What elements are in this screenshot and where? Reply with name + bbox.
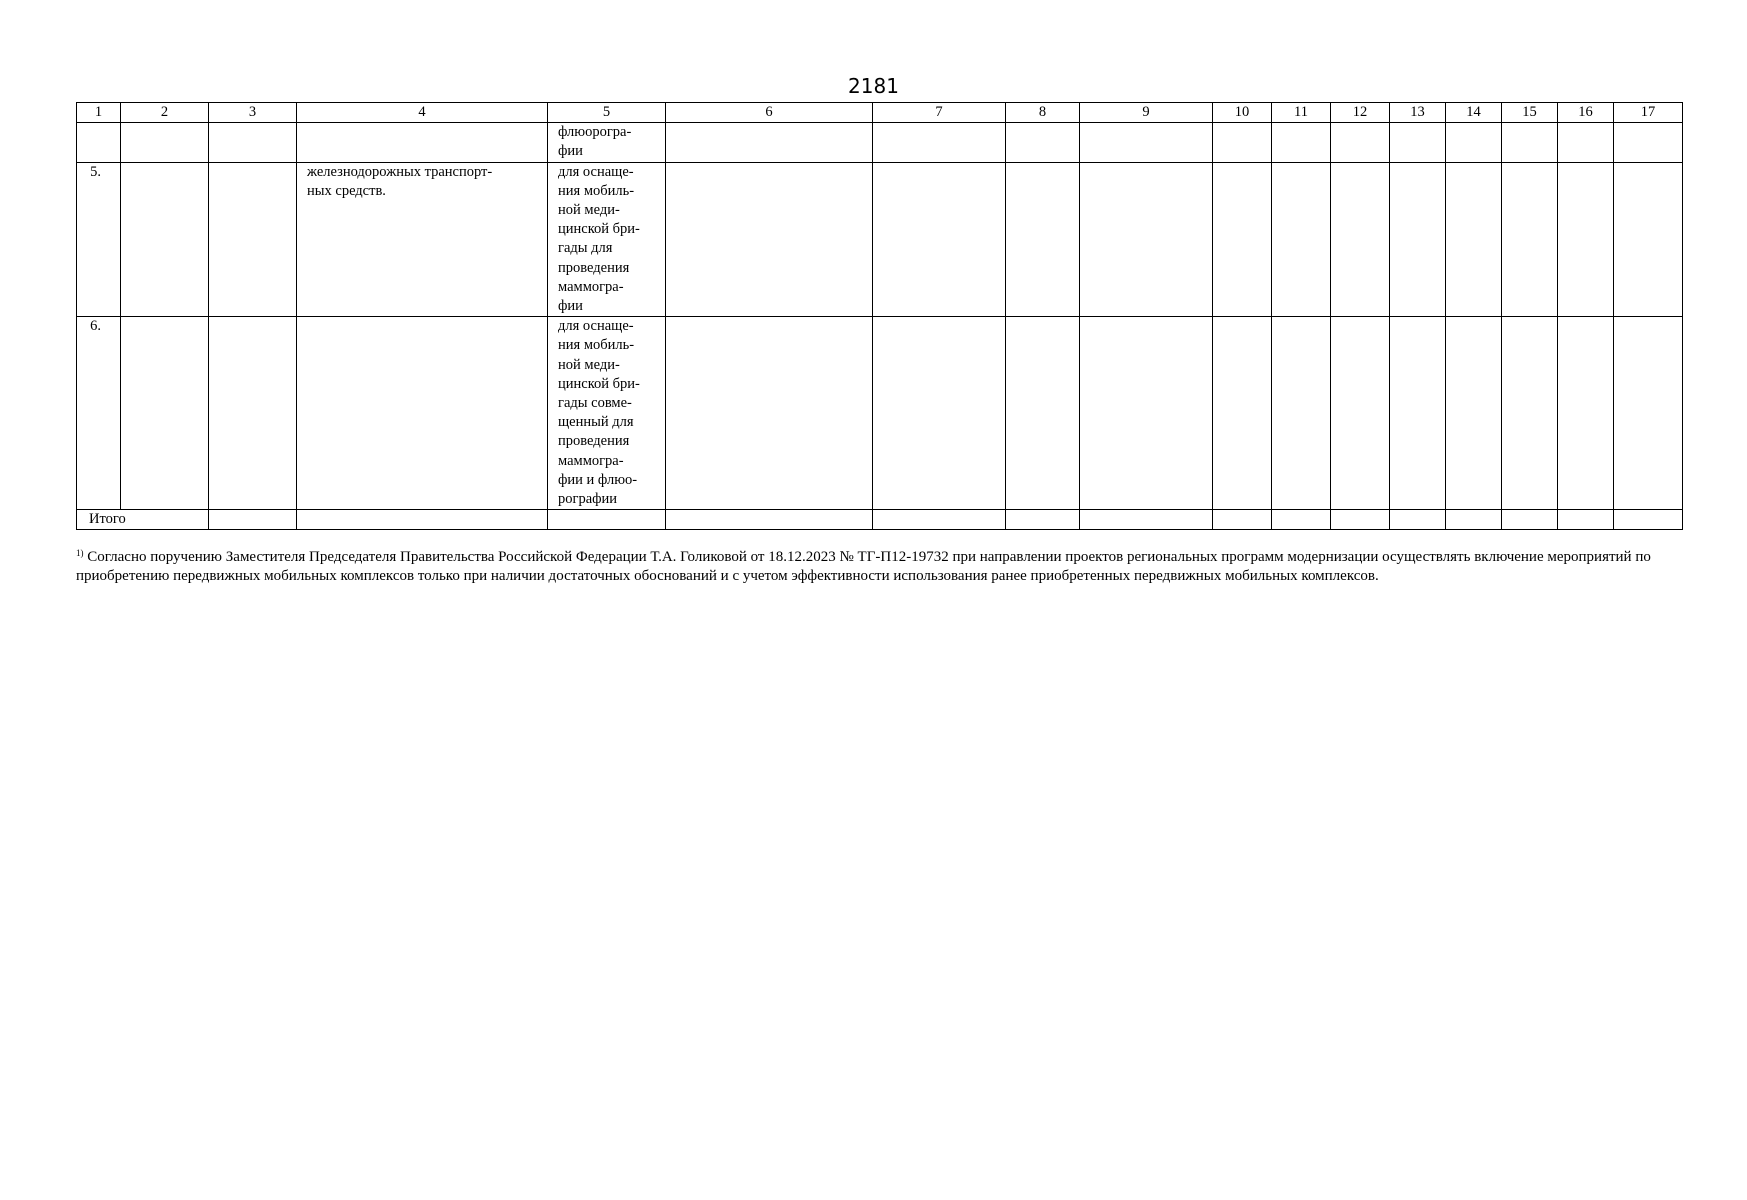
table-cell: [121, 162, 209, 317]
table-cell: [1331, 317, 1390, 510]
column-header: 17: [1614, 103, 1683, 123]
table-cell: [1502, 162, 1558, 317]
table-cell: [1390, 317, 1446, 510]
column-header: 3: [209, 103, 297, 123]
table-row: [77, 162, 1683, 317]
table-cell: [873, 510, 1006, 530]
column-header: 14: [1446, 103, 1502, 123]
table-cell: [1446, 317, 1502, 510]
table-cell: [1272, 123, 1331, 162]
table-cell: [1080, 317, 1213, 510]
table-cell: [666, 317, 873, 510]
table-cell: [1614, 317, 1683, 510]
total-label: Итого: [77, 510, 209, 530]
table-header-row: [77, 103, 1683, 123]
column-header: 16: [1558, 103, 1614, 123]
table-cell: [1006, 510, 1080, 530]
row-number-cell: [77, 123, 121, 162]
data-table: [76, 102, 1683, 530]
table-cell: [1558, 162, 1614, 317]
row-number-cell: 5.: [77, 162, 121, 317]
description-cell: [297, 123, 548, 162]
table-cell: [121, 123, 209, 162]
table-cell: [1614, 510, 1683, 530]
column-header: 7: [873, 103, 1006, 123]
table-cell: [873, 123, 1006, 162]
purpose-cell: [548, 162, 666, 317]
table-cell: [1502, 510, 1558, 530]
table-cell: [1272, 162, 1331, 317]
table-cell: [1331, 123, 1390, 162]
table-cell: [1390, 123, 1446, 162]
table-row: [77, 123, 1683, 162]
table-cell: [209, 317, 297, 510]
column-header: 11: [1272, 103, 1331, 123]
column-header: 6: [666, 103, 873, 123]
row-number-cell: 6.: [77, 317, 121, 510]
purpose-text: для оснаще- ния мобиль- ной меди- цинской бри- гады совме- щенный для проведения маммогра- фии и флюо- рографии: [558, 318, 640, 508]
table-cell: [1446, 162, 1502, 317]
table-cell: [666, 162, 873, 317]
table-cell: [1331, 162, 1390, 317]
column-header: 2: [121, 103, 209, 123]
table-cell: [1446, 123, 1502, 162]
table-cell: [1272, 317, 1331, 510]
column-header: 5: [548, 103, 666, 123]
description-cell: [297, 317, 548, 510]
table-cell: [1558, 123, 1614, 162]
table-cell: [1213, 317, 1272, 510]
table-cell: [121, 317, 209, 510]
purpose-cell: [548, 317, 666, 510]
column-header: 10: [1213, 103, 1272, 123]
table-cell: [1558, 317, 1614, 510]
table-cell: [1272, 510, 1331, 530]
table-cell: [666, 123, 873, 162]
table-cell: [1390, 162, 1446, 317]
column-header: 13: [1390, 103, 1446, 123]
table-cell: [1446, 510, 1502, 530]
table-cell: [209, 510, 297, 530]
table-cell: [1502, 123, 1558, 162]
column-header: 1: [77, 103, 121, 123]
table-cell: [1502, 317, 1558, 510]
table-cell: [873, 317, 1006, 510]
table-cell: [297, 510, 548, 530]
description-text: железнодорожных транспорт- ных средств.: [307, 163, 493, 199]
table-row: [77, 317, 1683, 510]
footnote: [76, 548, 1676, 587]
table-cell: [1006, 317, 1080, 510]
column-header: 8: [1006, 103, 1080, 123]
table-cell: [1614, 162, 1683, 317]
table-cell: [1080, 510, 1213, 530]
table-cell: [1006, 162, 1080, 317]
purpose-cell: [548, 123, 666, 162]
total-row: [77, 510, 1683, 530]
table-cell: [1213, 123, 1272, 162]
column-header: 4: [297, 103, 548, 123]
page-number: 2181: [848, 74, 899, 98]
table-cell: [1080, 123, 1213, 162]
table-cell: [1614, 123, 1683, 162]
table-cell: [209, 162, 297, 317]
table-cell: [1213, 510, 1272, 530]
table-cell: [1558, 510, 1614, 530]
purpose-text: для оснаще- ния мобиль- ной меди- цинской бри- гады для проведения маммогра- фии: [558, 163, 640, 315]
column-header: 9: [1080, 103, 1213, 123]
table-cell: [548, 510, 666, 530]
column-header: 12: [1331, 103, 1390, 123]
column-header: 15: [1502, 103, 1558, 123]
table-cell: [1213, 162, 1272, 317]
table-cell: [1331, 510, 1390, 530]
table-cell: [873, 162, 1006, 317]
table-cell: [1006, 123, 1080, 162]
table-cell: [1390, 510, 1446, 530]
description-cell: [297, 162, 548, 317]
table-cell: [666, 510, 873, 530]
footnote-marker: 1): [76, 548, 84, 558]
purpose-text: флюорогра- фии: [558, 124, 632, 160]
footnote-text: Согласно поручению Заместителя Председателя Правительства Российской Федерации Т.А. Голиковой от 18.12.2023 № ТГ-П12-19732 при направлении проектов региональных программ модернизации осуществлять включение мероприятий по приобретению передвижных мобильных комплексов только при наличии достаточных обоснований и с учетом эффективности использования ранее приобретенных передвижных мобильных комплексов.: [76, 549, 1651, 585]
table-cell: [1080, 162, 1213, 317]
table-cell: [209, 123, 297, 162]
